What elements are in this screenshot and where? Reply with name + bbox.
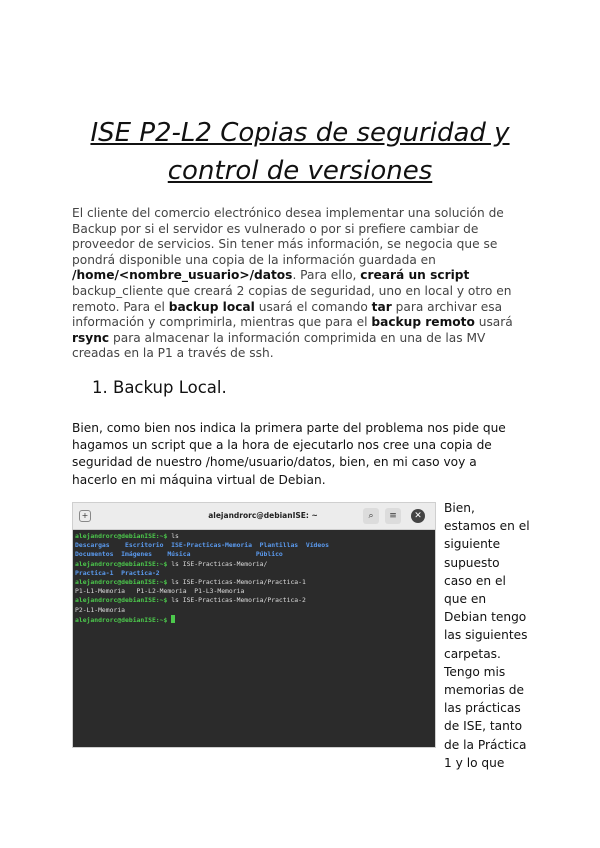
terminal-screenshot xyxy=(72,502,436,748)
terminal-line xyxy=(75,550,433,559)
terminal-line xyxy=(75,578,433,587)
intro-bold-script: creará un script xyxy=(360,268,470,283)
terminal-window-title: alejandrorc@debianISE: ~ xyxy=(208,511,318,520)
terminal-line xyxy=(75,560,433,569)
terminal-line xyxy=(75,596,433,605)
intro-text: para archivar esa información y comprimirla, mientras que para el xyxy=(72,299,503,330)
terminal-line xyxy=(75,587,433,596)
section-number: 1. xyxy=(92,378,108,397)
section-heading-backup-local xyxy=(92,377,227,399)
terminal-dir-listing: Practica-1 Practica-2 xyxy=(75,568,160,577)
terminal-prompt: alejandrorc@debianISE:~$ xyxy=(75,615,168,624)
terminal-file-listing: P1-L1-Memoria P1-L2-Memoria P1-L3-Memoria xyxy=(75,587,245,596)
side-paragraph: Bien, estamos en el siguiente supuesto caso en el que en Debian tengo las siguientes carpetas. Tengo mis memorias de las prácticas de ISE, tanto de la Práctica 1 y lo que xyxy=(444,501,530,770)
intro-bold-backup-remoto: backup remoto xyxy=(371,315,475,330)
body-paragraph: Bien, como bien nos indica la primera parte del problema nos pide que hagamos un script que a la hora de ejecutarlo nos cree una copia de seguridad de nuestro /home/usuario/datos, bien, en mi caso voy a hacerlo en mi máquina virtual de Debian. xyxy=(72,421,506,487)
intro-bold-path: /home/<nombre_usuario>/datos xyxy=(72,268,293,283)
terminal-line xyxy=(75,615,433,624)
search-icon[interactable]: ⌕ xyxy=(363,508,379,524)
close-icon[interactable]: ✕ xyxy=(411,509,425,523)
terminal-dir-listing: Descargas Escritorio ISE-Practicas-Memoria Plantillas Vídeos xyxy=(75,541,329,550)
terminal-command: ls ISE-Practicas-Memoria/ xyxy=(167,559,268,568)
terminal-prompt: alejandrorc@debianISE:~$ xyxy=(75,596,168,605)
terminal-prompt: alejandrorc@debianISE:~$ xyxy=(75,532,168,540)
intro-text: usará xyxy=(474,315,513,330)
terminal-file-listing: P2-L1-Memoria xyxy=(75,605,126,614)
intro-text: El cliente del comercio electrónico desea implementar una solución de Backup por si el servidor es vulnerado o por si prefiere cambiar de proveedor de servicios. Sin tener más información, se negocia que se pondrá disponible una copia de la información guardada en xyxy=(72,206,504,267)
terminal-line xyxy=(75,606,433,615)
intro-bold-backup-local: backup local xyxy=(168,299,255,314)
terminal-dir-listing: Documentos Imágenes Música Público xyxy=(75,550,283,559)
intro-paragraph xyxy=(72,206,520,362)
intro-bold-tar: tar xyxy=(371,299,392,314)
terminal-command: ls ISE-Practicas-Memoria/Practica-2 xyxy=(167,596,306,605)
title-line-2: control de versiones xyxy=(167,156,433,186)
terminal-prompt: alejandrorc@debianISE:~$ xyxy=(75,577,168,586)
intro-text: backup_cliente que creará 2 copias de seguridad, uno en local y otro en remoto. Para el xyxy=(72,283,512,314)
document-title xyxy=(40,114,560,190)
intro-bold-rsync: rsync xyxy=(72,330,110,345)
new-tab-icon[interactable]: + xyxy=(79,510,91,522)
terminal-command: ls xyxy=(167,532,179,540)
terminal-line xyxy=(75,569,433,578)
terminal-output xyxy=(75,532,433,624)
title-line-1: ISE P2-L2 Copias de seguridad y xyxy=(90,118,510,148)
section-title: Backup Local. xyxy=(113,378,227,397)
terminal-command: ls ISE-Practicas-Memoria/Practica-1 xyxy=(167,577,306,586)
intro-text: usará el comando xyxy=(254,299,372,314)
intro-text: para almacenar la información comprimida en una de las MV creadas en la P1 a través de ssh. xyxy=(72,330,486,361)
terminal-line xyxy=(75,532,433,541)
hamburger-menu-icon[interactable]: ≡ xyxy=(385,508,401,524)
intro-text: . Para ello, xyxy=(292,268,361,283)
terminal-line xyxy=(75,541,433,550)
terminal-cursor xyxy=(171,615,175,623)
terminal-titlebar xyxy=(73,503,435,530)
terminal-prompt: alejandrorc@debianISE:~$ xyxy=(75,559,168,568)
